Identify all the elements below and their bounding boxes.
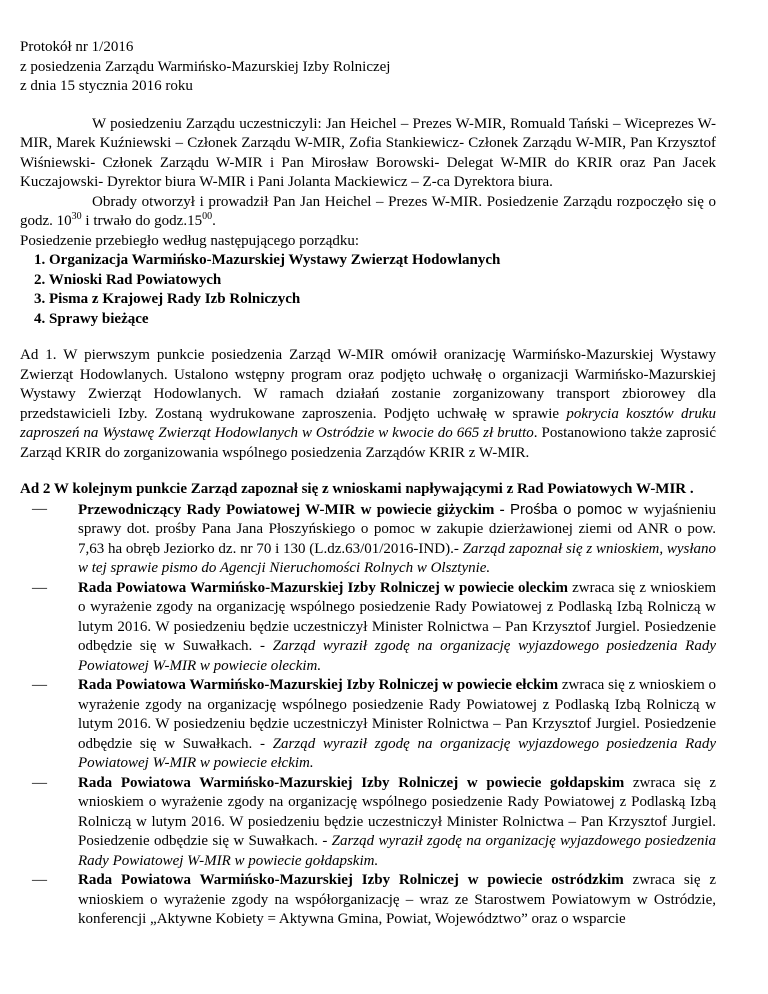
agenda-item: 2. Wnioski Rad Powiatowych (34, 271, 222, 288)
item-decision-italic: Zarząd wyraził zgodę na organizację wyjazdowego posiedzenia Rady Powiatowej W-MIR w powiecie gołdapskim. (78, 833, 717, 869)
opening-text-a: Obrady otworzył i prowadził Pan Jan Heichel – Prezes W-MIR. Posiedzenie Zarządu rozpoczęło się o godz. 10 (20, 193, 716, 229)
item-bold-lead: Rada Powiatowa Warmińsko-Mazurskiej Izby Rolniczej w powiecie oleckim (78, 579, 569, 596)
item-text: w wyjaśnieniu sprawy dot. prośby Pana Jana Płoszyńskiego o pomoc w zakupie dzierżawionej ziemi od ANR o pow. 7,63 ha obręb Jeziorko dz. nr 70 i 130 (L.dz.63/01/2016-IND).- (78, 501, 716, 557)
list-item (32, 871, 716, 930)
opening-paragraph (20, 193, 716, 232)
ad1-resolution-italic: pokrycia kosztów druku zaproszeń na Wystawę Zwierząt Hodowlanych w Ostródzie w kwocie do 665 zł brutto (20, 405, 716, 441)
ad1-text-a: Ad 1. W pierwszym punkcie posiedzenia Zarząd W-MIR omówił oranizację Warmińsko-Mazurskiej Wystawy Zwierząt Hodowlanych. Ustalono wstępny program oraz podjęto uchwałę o organizacji Warmińsko-Mazurskiej Wystawy Zwierząt Hodowlanych. W ramach działań zostanie zorganizowany transport zbiorowey dla przedstawicieli Izby. Zostaną wydrukowane zaproszenia. Podjęto uchwałę w sprawie (20, 347, 716, 422)
ad1-text-b: . Postanowiono także zaprosić Zarząd KRIR do zorganizowania wspólnego posiedzenia Zarządów KRIR z W-MIR. (20, 425, 716, 461)
item-text: zwraca się z wnioskiem o wyrażenie zgody na organizację wspólnego posiedzenie Rady Powiatowej z Podlaską Izbą Rolniczą w lutym 2016. W posiedzeniu będzie uczestniczył Minister Rolnictwa – Pan Krzysztof Jurgiel. Posiedzenie odbędzie się w Suwałkach. - (78, 677, 717, 752)
item-text: zwraca się z wnioskiem o wyrażenie zgody na organizację wspólnego posiedzenie Rady Powiatowej z Podlaską Izbą Rolniczą w lutym 2016. W posiedzeniu będzie uczestniczył Minister Rolnictwa – Pan Krzysztof Jurgiel. Posiedzenie odbędzie się w Suwałkach. - (78, 579, 717, 654)
document-header (20, 38, 716, 97)
ad1-paragraph (20, 346, 716, 463)
item-decision-italic: Zarząd wyraził zgodę na organizację wyjazdowego posiedzenia Rady Powiatowej W-MIR w powiecie ełckim. (78, 735, 716, 771)
list-item (32, 676, 717, 774)
agenda-item: 3. Pisma z Krajowej Rady Izb Rolniczych (34, 291, 301, 307)
item-decision-italic: Zarząd zapoznał się z wnioskiem, wysłano w tej sprawie pismo do Agencji Nieruchomości Rolnych w Olsztynie. (78, 540, 716, 576)
dash-bullet: — (32, 774, 47, 791)
agenda-intro: Posiedzenie przebiegło według następującego porządku: (20, 232, 360, 249)
opening-text-c: . (212, 213, 216, 229)
dash-bullet: — (32, 579, 47, 596)
list-item (32, 774, 717, 872)
opening-time-end-sup: 00 (202, 211, 213, 222)
list-item (32, 500, 716, 579)
dash-bullet: — (32, 677, 47, 693)
participants-paragraph: W posiedzeniu Zarządu uczestniczyli: Jan Heichel – Prezes W-MIR, Romuald Tański – Wiceprezes W-MIR, Marek Kuźniewski – Członek Zarządu W-MIR, Zofia Stankiewicz- Członek Zarządu W-MIR, Pan Krzysztof Wiśniewski- Członek Zarządu W-MIR i Pan Mirosław Borowski- Delegat W-MIR do KRIR oraz Pan Jacek Kuczajowski- Dyrektor biura W-MIR i Pani Jolanta Mackiewicz – Z-ca Dyrektora biura. (20, 115, 716, 190)
ad2-item-list (20, 500, 716, 930)
document-date: z dnia 15 stycznia 2016 roku (20, 78, 193, 94)
agenda-item: 1. Organizacja Warmińsko-Mazurskiej Wystawy Zwierząt Hodowlanych (34, 252, 501, 268)
opening-time-start-sup: 30 (71, 211, 82, 222)
item-text: zwraca się z wnioskiem o wyrażenie zgody na współorganizację – wraz ze Starostwem Powiatowym w Ostródzie, konferencji „Aktywne Kobiety = Aktywna Gmina, Powiat, Województwo” oraz o wsparcie (78, 872, 716, 927)
item-sans-text: Prośba o pomoc (509, 500, 623, 518)
dash-bullet: — (32, 872, 47, 888)
agenda-item: 4. Sprawy bieżące (34, 310, 149, 327)
item-decision-italic: Zarząd wyraził zgodę na organizację wyjazdowego posiedzenia Rady Powiatowej W-MIR w powiecie oleckim. (78, 638, 716, 674)
document-title: Protokół nr 1/2016 (20, 39, 134, 55)
spacer (20, 329, 716, 346)
item-bold-lead: Przewodniczący Rady Powiatowej W-MIR w powiecie giżyckim - (78, 501, 510, 518)
list-item (32, 579, 717, 677)
item-bold-lead: Rada Powiatowa Warmińsko-Mazurskiej Izby Rolniczej w powiecie ełckim (78, 677, 559, 693)
agenda-list (20, 251, 716, 329)
dash-bullet: — (32, 500, 47, 517)
item-bold-lead: Rada Powiatowa Warmińsko-Mazurskiej Izby Rolniczej w powiecie gołdapskim (78, 774, 625, 791)
ad2-heading: Ad 2 W kolejnym punkcie Zarząd zapoznał się z wnioskami napływającymi z Rad Powiatowych W-MIR . (20, 481, 694, 497)
opening-text-b: i trwało do godz.15 (81, 213, 203, 229)
item-bold-lead: Rada Powiatowa Warmińsko-Mazurskiej Izby Rolniczej w powiecie ostródzkim (78, 872, 624, 888)
document-subtitle: z posiedzenia Zarządu Warmińsko-Mazurskiej Izby Rolniczej (20, 58, 391, 75)
spacer (20, 463, 716, 480)
item-text: zwraca się z wnioskiem o wyrażenie zgody na organizację wspólnego posiedzenie Rady Powiatowej z Podlaską Izbą Rolniczą w lutym 2016. W posiedzeniu będzie uczestniczył Minister Rolnictwa – Pan Krzysztof Jurgiel. Posiedzenie odbędzie się w Suwałkach. - (78, 774, 716, 849)
